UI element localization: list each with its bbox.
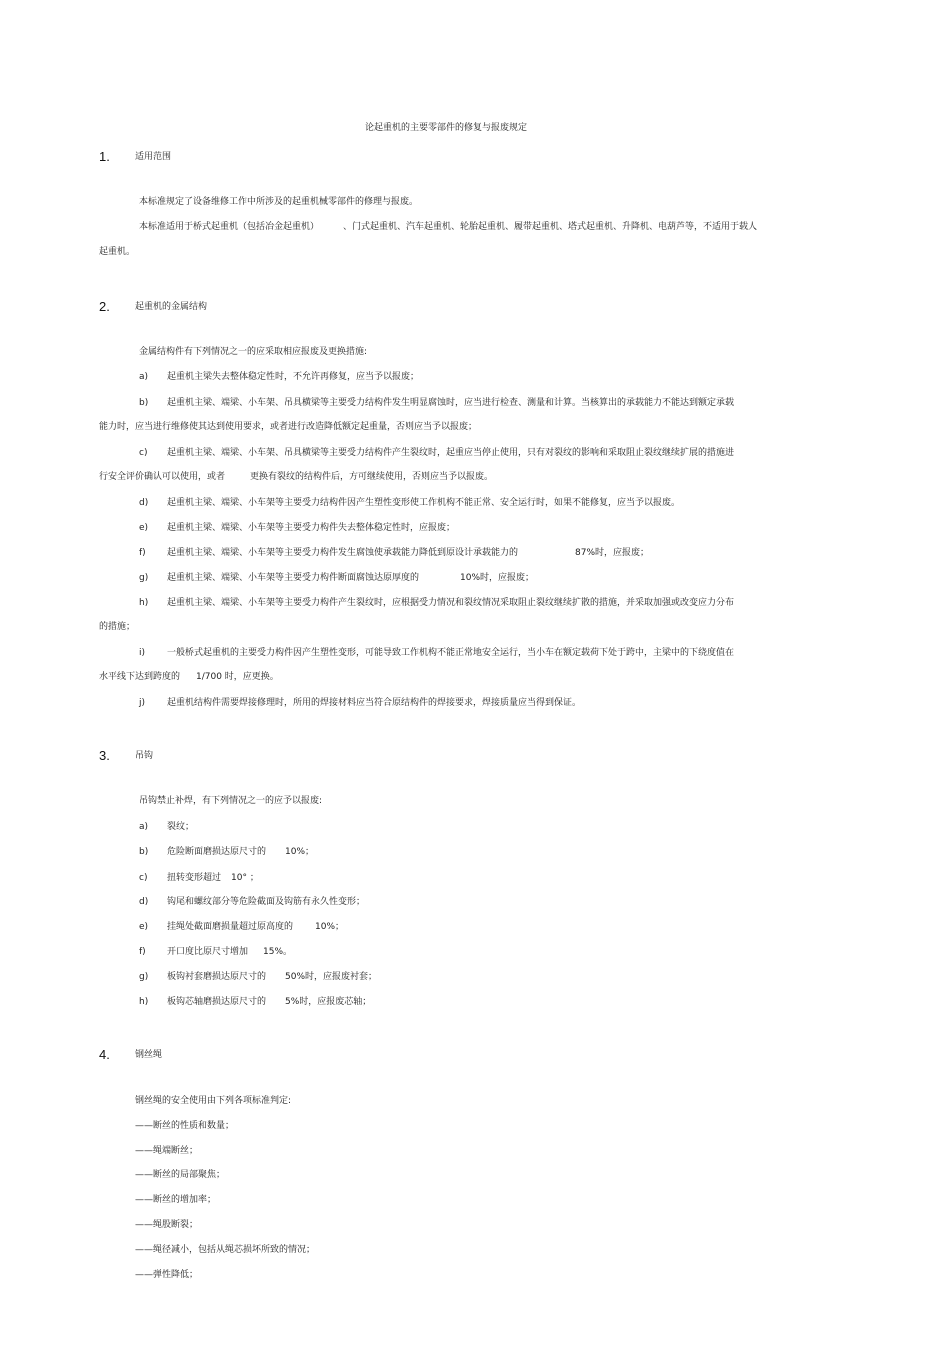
list-label: f) xyxy=(139,548,146,558)
list-item-text: 起重机主梁失去整体稳定性时，不允许再修复，应当予以报废； xyxy=(167,372,420,382)
list-item-text: 起重机主梁、端梁、小车架等主要受力构件发生腐蚀使承载能力降低到原设计承载能力的 xyxy=(167,548,519,558)
section-2-number: 2. xyxy=(99,299,110,314)
list-label: g) xyxy=(139,573,149,583)
section-1-heading: 适用范围 xyxy=(135,152,172,162)
list-label: e) xyxy=(139,922,149,932)
list-item: ——绳端断丝； xyxy=(135,1146,199,1156)
list-item-text: 危险断面磨损达原尺寸的 xyxy=(167,847,267,857)
list-item-value: 10%时，应报废； xyxy=(460,573,535,583)
list-item-value: 50%时，应报废衬套； xyxy=(285,972,378,982)
list-item-continuation: 水平线下达到跨度的 xyxy=(99,672,181,682)
list-label: h) xyxy=(139,598,149,608)
list-label: i) xyxy=(139,648,146,658)
section-4-intro: 钢丝绳的安全使用由下列各项标准判定: xyxy=(135,1096,292,1106)
document-title: 论起重机的主要零部件的修复与报废规定 xyxy=(365,123,528,133)
list-item-value: 87%时，应报废； xyxy=(575,548,650,558)
list-label: a) xyxy=(139,372,149,382)
list-item-text: 扭转变形超过 xyxy=(167,873,222,883)
list-item-text: 起重机主梁、端梁、小车架、吊具横梁等主要受力结构件产生裂纹时，起重应当停止使用，只有对裂纹的影响和采取阻止裂纹继续扩展的措施进 xyxy=(167,448,735,458)
list-item-text: 裂纹； xyxy=(167,822,195,832)
section-1-paragraph-2a: 本标准适用于桥式起重机（包括冶金起重机） xyxy=(139,222,320,232)
list-item-text: 板钩芯轴磨损达原尺寸的 xyxy=(167,997,267,1007)
list-item-text: 钩尾和螺纹部分等危险截面及钩筋有永久性变形； xyxy=(167,897,366,907)
list-label: b) xyxy=(139,847,149,857)
section-2-intro: 金属结构件有下列情况之一的应采取相应报废及更换措施: xyxy=(139,347,368,357)
list-item-continuation: 能力时，应当进行维修使其达到使用要求，或者进行改造降低额定起重量，否则应当予以报废； xyxy=(99,422,478,432)
list-item: ——绳径减小，包括从绳芯损坏所致的情况； xyxy=(135,1245,316,1255)
list-item: ——弹性降低； xyxy=(135,1270,199,1280)
section-3-heading: 吊钩 xyxy=(135,751,154,761)
list-label: g) xyxy=(139,972,149,982)
list-item-value: 10° ； xyxy=(231,873,259,883)
list-label: h) xyxy=(139,997,149,1007)
section-3-number: 3. xyxy=(99,748,110,763)
list-item-text: 起重机主梁、端梁、小车架等主要受力结构件因产生塑性变形使工作机构不能正常、安全运行时，如果不能修复，应当予以报废。 xyxy=(167,498,681,508)
section-1-paragraph-2b: 、门式起重机、汽车起重机、轮胎起重机、履带起重机、塔式起重机、升降机、电葫芦等，不适用于载人 xyxy=(343,222,758,232)
section-1-number: 1. xyxy=(99,149,110,164)
list-item-text: 起重机主梁、端梁、小车架等主要受力构件产生裂纹时，应根据受力情况和裂纹情况采取阻止裂纹继续扩散的措施，并采取加强或改变应力分布 xyxy=(167,598,735,608)
section-4-heading: 钢丝绳 xyxy=(135,1050,163,1060)
list-item-text: 起重机结构件需要焊接修理时，所用的焊接材料应当符合原结构件的焊接要求，焊接质量应当得到保证。 xyxy=(167,698,582,708)
list-label: d) xyxy=(139,498,149,508)
list-item: ——断丝的局部聚焦； xyxy=(135,1170,226,1180)
list-item-value: 5%时，应报废芯轴； xyxy=(285,997,372,1007)
list-item-value: 15%。 xyxy=(263,947,293,957)
section-3-intro: 吊钩禁止补焊，有下列情况之一的应予以报废: xyxy=(139,796,323,806)
list-item-continuation: 的措施； xyxy=(99,622,136,632)
list-item: ——断丝的增加率； xyxy=(135,1195,217,1205)
list-label: a) xyxy=(139,822,149,832)
section-1-paragraph-1: 本标准规定了设备维修工作中所涉及的起重机械零部件的修理与报废。 xyxy=(139,197,419,207)
list-item-value: 10%； xyxy=(285,847,315,857)
list-label: d) xyxy=(139,897,149,907)
list-label: e) xyxy=(139,523,149,533)
list-item-text: 一般桥式起重机的主要受力构件因产生塑性变形，可能导致工作机构不能正常地安全运行，当小车在额定载荷下处于跨中，主梁中的下绕度值在 xyxy=(167,648,735,658)
list-item-continuation: 更换有裂纹的结构件后，方可继续使用，否则应当予以报废。 xyxy=(250,472,494,482)
list-item-continuation: 行安全评价确认可以使用，或者 xyxy=(99,472,226,482)
list-item: ——绳股断裂； xyxy=(135,1220,199,1230)
list-label: f) xyxy=(139,947,146,957)
section-1-paragraph-2c: 起重机。 xyxy=(99,247,136,257)
list-item-text: 开口度比原尺寸增加 xyxy=(167,947,249,957)
list-item: ——断丝的性质和数量； xyxy=(135,1121,235,1131)
list-item-text: 起重机主梁、端梁、小车架等主要受力构件断面腐蚀达原厚度的 xyxy=(167,573,420,583)
section-2-heading: 起重机的金属结构 xyxy=(135,302,208,312)
list-item-value: 10%； xyxy=(315,922,345,932)
list-item-value: 1/700 时，应更换。 xyxy=(196,672,279,682)
list-label: c) xyxy=(139,873,148,883)
list-label: j) xyxy=(139,698,146,708)
section-4-number: 4. xyxy=(99,1047,110,1062)
list-item-text: 起重机主梁、端梁、小车架等主要受力构件失去整体稳定性时，应报废； xyxy=(167,523,456,533)
list-item-text: 挂绳处截面磨损量超过原高度的 xyxy=(167,922,294,932)
list-label: c) xyxy=(139,448,148,458)
list-item-text: 板钩衬套磨损达原尺寸的 xyxy=(167,972,267,982)
list-label: b) xyxy=(139,398,149,408)
list-item-text: 起重机主梁、端梁、小车架、吊具横梁等主要受力结构件发生明显腐蚀时，应当进行检查、测量和计算。当核算出的承载能力不能达到额定承载 xyxy=(167,398,735,408)
